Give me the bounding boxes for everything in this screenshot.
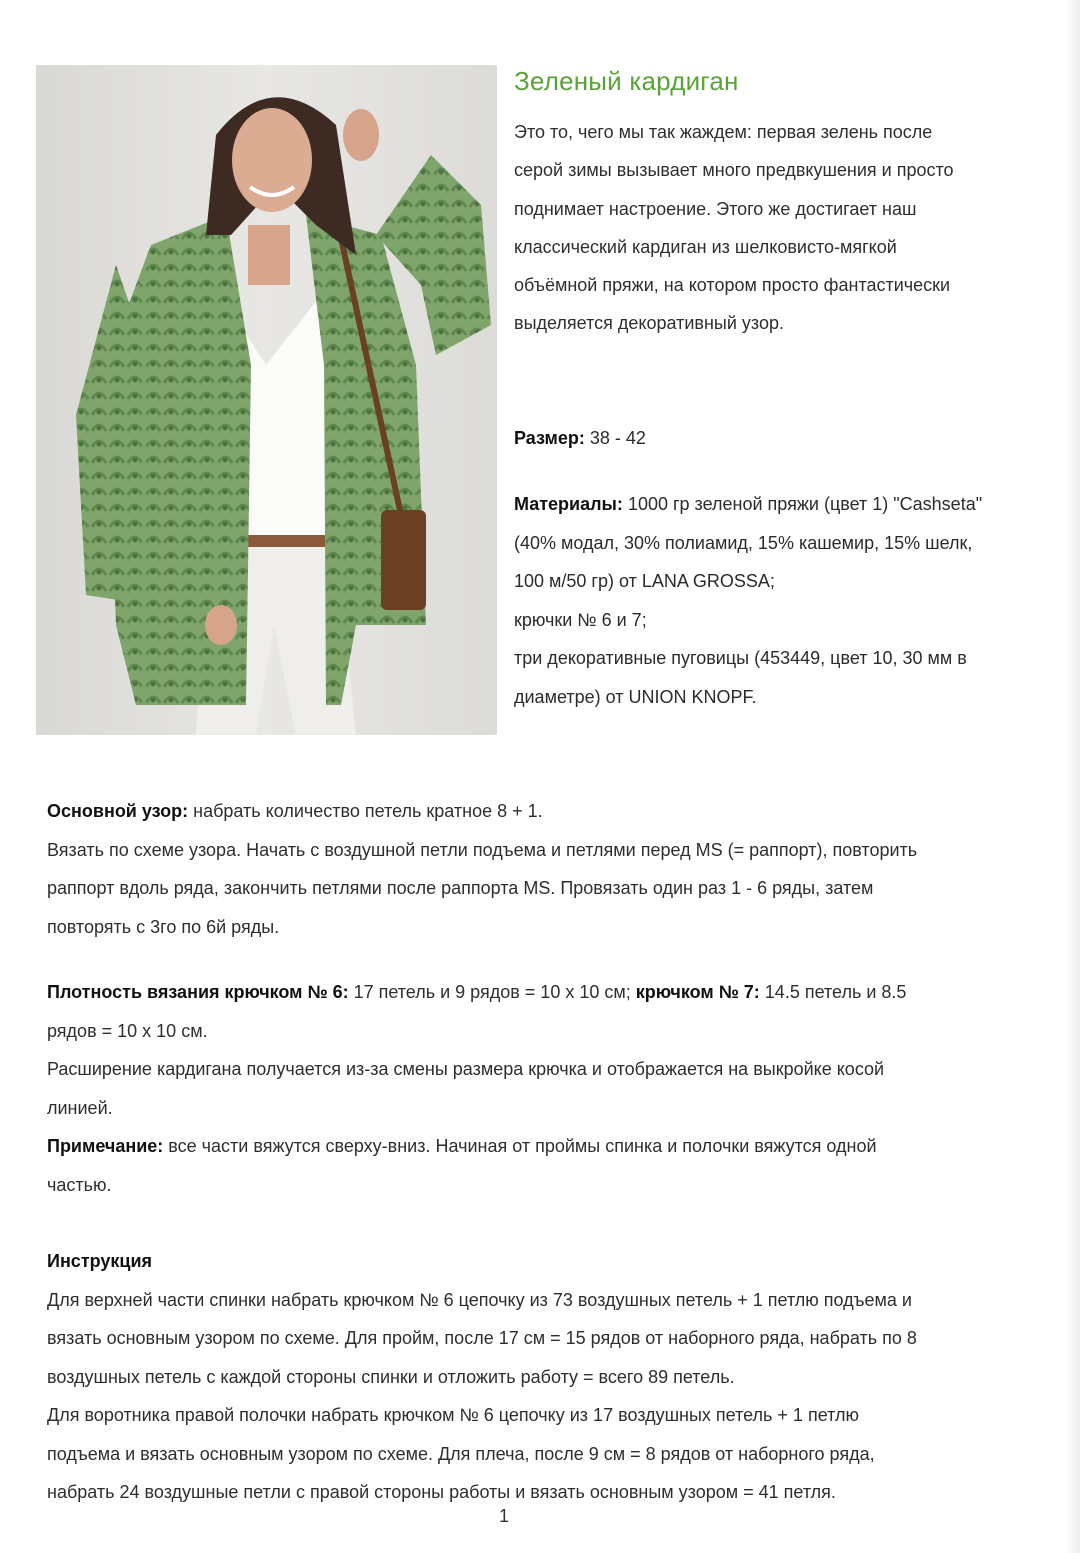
pattern-line-2: Вязать по схеме узора. Начать с воздушной петли подъема и петлями перед MS (= раппорт), повторить [47, 839, 918, 860]
pattern-line-4: повторять с 3го по 6й ряды. [47, 916, 280, 937]
materials-buttons: три декоративные пуговицы (453449, цвет 10, 30 мм в диаметре) от UNION KNOPF. [514, 648, 967, 707]
gauge-label-hook6: Плотность вязания крючком № 6: [47, 982, 349, 1002]
instruction-line: набрать 24 воздушные петли с правой стороны работы и вязать основным узором = 41 петля. [47, 1482, 836, 1502]
page-number: 1 [498, 1506, 509, 1526]
gauge-text-hook7: 14.5 петель и 8.5 [759, 982, 907, 1002]
page-edge [1066, 0, 1080, 1553]
instruction-line: Для воротника правой полочки набрать крючком № 6 цепочку из 17 воздушных петель + 1 петлю [47, 1405, 859, 1425]
gauge-line-4: линией. [47, 1097, 113, 1118]
instruction-line: подъема и вязать основным узором по схеме. Для плеча, после 9 см = 8 рядов от наборного ряда, [47, 1443, 875, 1464]
instruction-line: вязать основным узором по схеме. Для пройм, после 17 см = 15 рядов от наборного ряда, набрать по 8 [47, 1328, 917, 1348]
gauge-first-line [47, 973, 1037, 1012]
gauge-line-2: рядов = 10 х 10 см. [47, 1020, 208, 1041]
instructions-heading-text: Инструкция [47, 1251, 153, 1271]
instruction-line: Для верхней части спинки набрать крючком № 6 цепочку из 73 воздушных петель + 1 петлю подъема и [47, 1289, 912, 1310]
main-pattern-section [47, 792, 1037, 946]
materials-text: 1000 гр зеленой пряжи (цвет 1) "Cashseta" (40% модал, 30% полиамид, 15% кашемир, 15% шелк, 100 м/50 гр) от LANA GROSSA; [514, 494, 983, 591]
gauge-section [47, 973, 1037, 1204]
pattern-text: набрать количество петель кратное 8 + 1. [188, 801, 543, 821]
note-label: Примечание: [47, 1136, 164, 1156]
page-title: Зеленый кардиган [514, 66, 739, 96]
gauge-label-hook7: крючком № 7: [635, 982, 760, 1002]
size-value: 38 - 42 [584, 428, 646, 448]
instructions-section [47, 1242, 1037, 1512]
note-first-line [47, 1127, 1037, 1166]
materials-first-line [514, 494, 982, 591]
pattern-label: Основной узор: [47, 801, 189, 821]
size-label: Размер: [514, 428, 585, 448]
size-line [514, 419, 646, 457]
instruction-line: воздушных петель с каждой стороны спинки и отложить работу = всего 89 петель. [47, 1366, 735, 1387]
gauge-line-3: Расширение кардигана получается из-за смены размера крючка и отображается на выкройке косой [47, 1059, 885, 1079]
pattern-line-3: раппорт вдоль ряда, закончить петлями после раппорта MS. Провязать один раз 1 - 6 ряды, затем [47, 878, 874, 898]
cardigan-photo [36, 65, 497, 735]
note-text: все части вяжутся сверху-вниз. Начиная от проймы спинка и полочки вяжутся одной [163, 1136, 877, 1156]
pattern-first-line [47, 792, 1037, 831]
instructions-heading [47, 1242, 1037, 1281]
intro-paragraph: Это то, чего мы так жаждем: первая зелень после серой зимы вызывает много предвкушения и просто поднимает настроение. Этого же достигает наш классический кардиган из шелковисто-мягкой объёмной пряжи, на котором просто фантастически выделяется декоративный узор. [514, 122, 954, 334]
materials-label: Материалы: [514, 494, 623, 514]
note-line-2: частью. [47, 1174, 112, 1195]
materials-section [514, 485, 984, 716]
gauge-text-hook6: 17 петель и 9 рядов = 10 х 10 см; [348, 982, 636, 1002]
materials-hooks: крючки № 6 и 7; [514, 609, 647, 630]
